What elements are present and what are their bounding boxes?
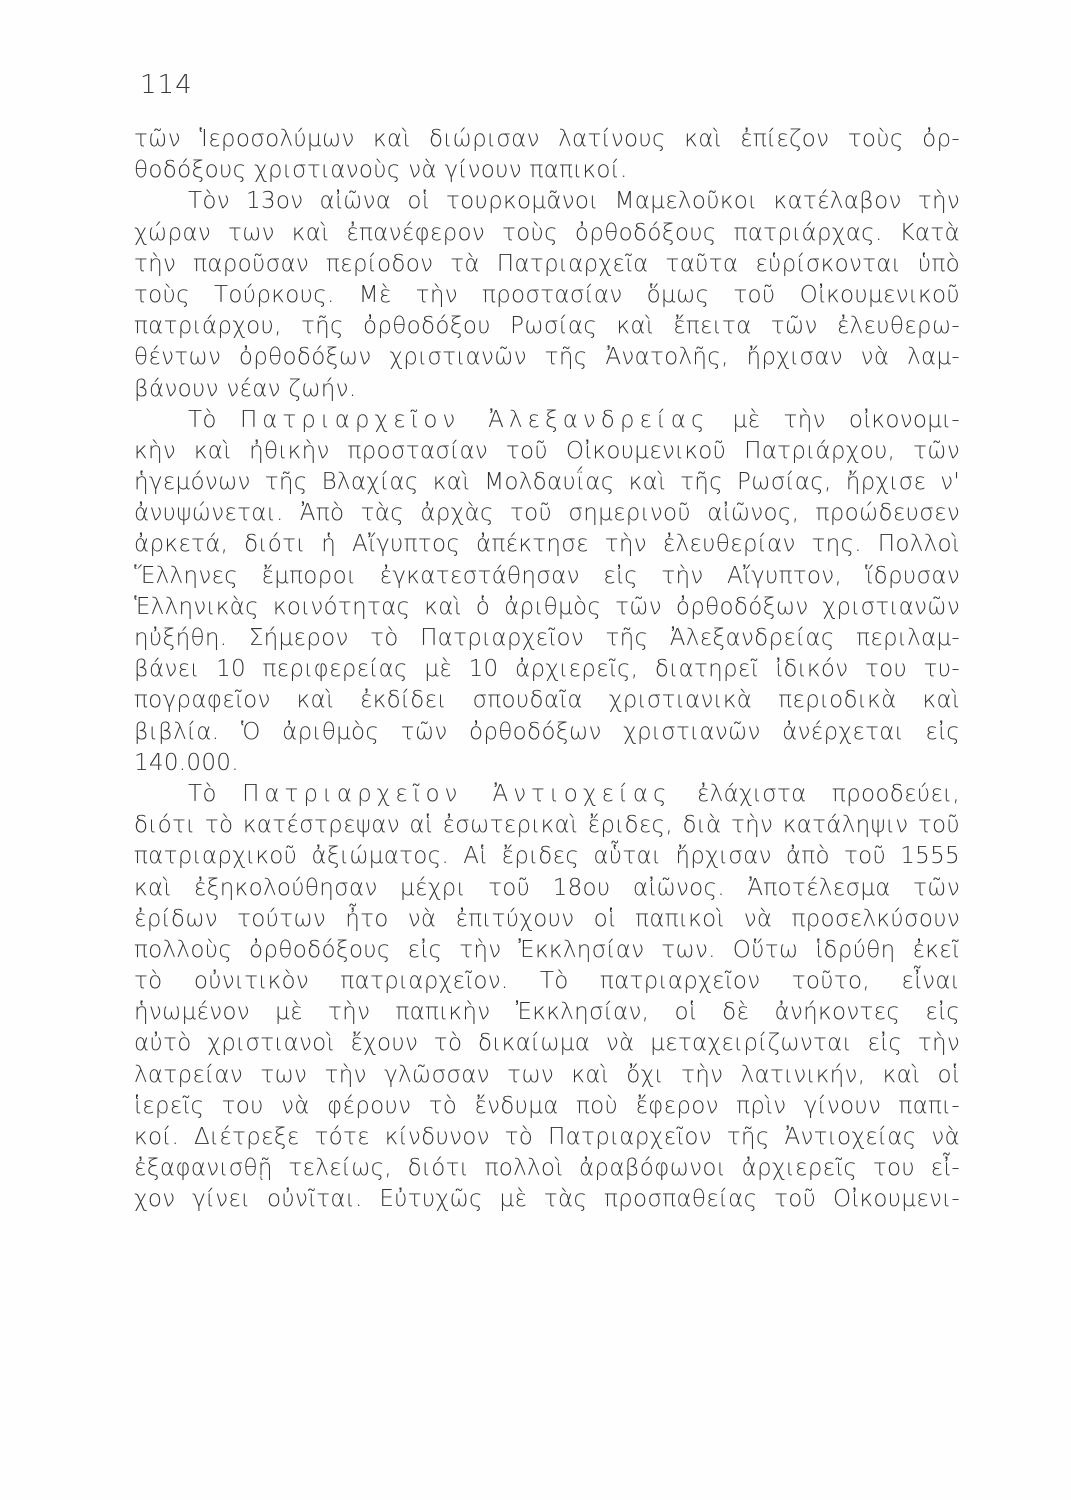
page-number: 114 — [140, 70, 193, 100]
text-line: ἀνυψώνεται. Ἀπὸ τὰς ἀρχὰς τοῦ σημερινοῦ αἰῶνος, προώδευσεν — [134, 500, 960, 527]
text-line: βάνουν νέαν ζωήν. — [134, 375, 357, 402]
text-line: χώραν των καὶ ἐπανέφερον τοὺς ὀρθοδόξους πατριάρχας. Κατὰ — [134, 219, 960, 246]
text-line: Τὸν 13ον αἰῶνα οἱ τουρκομᾶνοι Μαμελοῦκοι κατέλαβον τὴν — [188, 188, 960, 215]
text-line: βιβλία. Ὁ ἀριθμὸς τῶν ὀρθοδόξων χριστιανῶν ἀνέρχεται εἰς — [134, 718, 960, 745]
text-line: τοὺς Τούρκους. Μὲ τὴν προστασίαν ὅμως τοῦ Οἰκουμενικοῦ — [134, 281, 960, 308]
text-line: θοδόξους χριστιανοὺς νὰ γίνουν παπικοί. — [134, 157, 628, 184]
text-line: τὴν παροῦσαν περίοδον τὰ Πατριαρχεῖα ταῦτα εὑρίσκονται ὑπὸ — [134, 250, 960, 277]
body-text — [134, 124, 960, 1216]
text-line: τὸ οὐνιτικὸν πατριαρχεῖον. Τὸ πατριαρχεῖον τοῦτο, εἶναι — [134, 968, 960, 995]
text-line: τῶν Ἱεροσολύμων καὶ διώρισαν λατίνους καὶ ἐπίεζον τοὺς ὀρ- — [134, 126, 960, 152]
text-line: αὐτὸ χριστιανοὶ ἔχουν τὸ δικαίωμα νὰ μεταχειρίζωνται εἰς τὴν — [134, 1030, 960, 1057]
text-line: θέντων ὀρθοδόξων χριστιανῶν τῆς Ἀνατολῆς, ἤρχισαν νὰ λαμ- — [134, 344, 960, 371]
text-line: ἐξαφανισθῇ τελείως, διότι πολλοὶ ἀραβόφωνοι ἀρχιερεῖς του εἶ- — [134, 1155, 960, 1182]
spaced-heading-text: Πατριαρχεῖον Ἀλεξανδρείας — [239, 406, 710, 433]
text-line: βάνει 10 περιφερείας μὲ 10 ἀρχιερεῖς, διατηρεῖ ἰδικόν του τυ- — [134, 656, 960, 683]
text-line: ἡγεμόνων τῆς Βλαχίας καὶ Μολδαυΐας καὶ τῆς Ρωσίας, ἤρχισε ν' — [134, 469, 960, 496]
text-line: χον γίνει οὐνῖται. Εὐτυχῶς μὲ τὰς προσπαθείας τοῦ Οἰκουμενι- — [134, 1186, 960, 1213]
text-line: Τὸ Πατριαρχεῖον Ἀντιοχείας ἐλάχιστα προοδεύει, — [188, 780, 960, 807]
text-line: Ἕλληνες ἔμποροι ἐγκατεστάθησαν εἰς τὴν Αἴγυπτον, ἵδρυσαν — [134, 562, 960, 589]
text-line: ἐρίδων τούτων ἦτο νὰ ἐπιτύχουν οἱ παπικοὶ νὰ προσελκύσουν — [134, 905, 960, 932]
text-line: πατριάρχου, τῆς ὀρθοδόξου Ρωσίας καὶ ἔπειτα τῶν ἐλευθερω- — [134, 313, 960, 340]
text-line: ἀρκετά, διότι ἡ Αἴγυπτος ἀπέκτησε τὴν ἐλευθερίαν της. Πολλοὶ — [134, 531, 960, 558]
text-line: κοί. Διέτρεξε τότε κίνδυνον τὸ Πατριαρχεῖον τῆς Ἀντιοχείας νὰ — [134, 1124, 960, 1150]
spaced-heading-text: Πατριαρχεῖον Ἀντιοχείας — [242, 780, 672, 807]
text-line: Τὸ Πατριαρχεῖον Ἀλεξανδρείας μὲ τὴν οἰκονομι- — [188, 406, 960, 433]
text-line: πατριαρχικοῦ ἀξιώματος. Αἱ ἔριδες αὗται ἤρχισαν ἀπὸ τοῦ 1555 — [134, 843, 960, 870]
text-line: πολλοὺς ὀρθοδόξους εἰς τὴν Ἐκκλησίαν των. Οὕτω ἱδρύθη ἐκεῖ — [134, 936, 960, 963]
text-line: λατρείαν των τὴν γλῶσσαν των καὶ ὄχι τὴν λατινικήν, καὶ οἱ — [134, 1061, 960, 1088]
text-line: 140.000. — [134, 749, 239, 776]
text-line: καὶ ἐξηκολούθησαν μέχρι τοῦ 18ου αἰῶνος. Ἀποτέλεσμα τῶν — [134, 874, 960, 901]
text-line: πογραφεῖον καὶ ἐκδίδει σπουδαῖα χριστιανικὰ περιοδικὰ καὶ — [134, 687, 960, 714]
text-line: ηὐξήθη. Σήμερον τὸ Πατριαρχεῖον τῆς Ἀλεξανδρείας περιλαμ- — [134, 625, 960, 651]
text-line: κὴν καὶ ἠθικὴν προστασίαν τοῦ Οἰκουμενικοῦ Πατριάρχου, τῶν — [134, 437, 960, 464]
text-line: διότι τὸ κατέστρεψαν αἱ ἐσωτερικαὶ ἔριδες, διὰ τὴν κατάληψιν τοῦ — [134, 812, 960, 839]
text-line: ἡνωμένον μὲ τὴν παπικὴν Ἐκκλησίαν, οἱ δὲ ἀνήκοντες εἰς — [134, 999, 960, 1026]
text-line: Ἑλληνικὰς κοινότητας καὶ ὁ ἀριθμὸς τῶν ὀρθοδόξων χριστιανῶν — [134, 593, 960, 620]
text-line: ἱερεῖς του νὰ φέρουν τὸ ἔνδυμα ποὺ ἔφερον πρὶν γίνουν παπι- — [134, 1092, 960, 1119]
